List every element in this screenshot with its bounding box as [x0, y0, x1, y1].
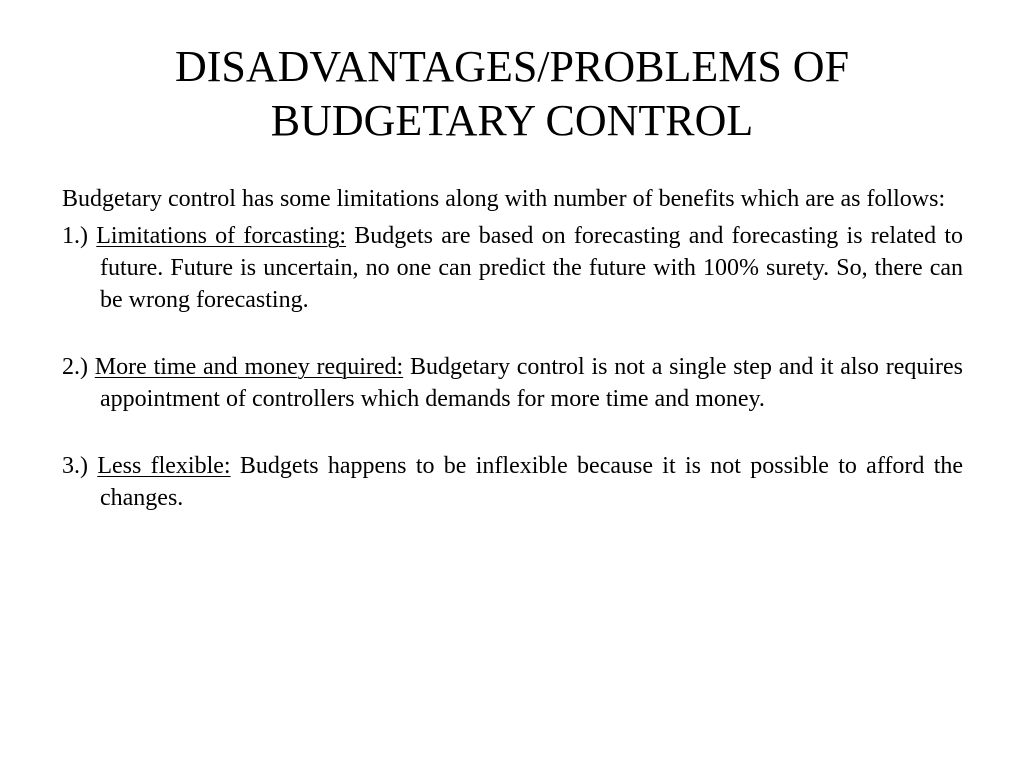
- slide-title: DISADVANTAGES/PROBLEMS OF BUDGETARY CONTROL: [174, 42, 850, 145]
- point-2-number: 2.): [62, 354, 88, 380]
- point-1-term: Limitations of forcasting:: [96, 223, 347, 249]
- intro-paragraph: Budgetary control has some limitations along with number of benefits which are as follows:: [62, 186, 946, 212]
- point-3-number: 3.): [62, 453, 88, 479]
- point-3-term: Less flexible:: [97, 453, 231, 479]
- point-2: [62, 351, 963, 415]
- point-3-text: Budgets happens to be inflexible because it is not possible to afford the changes.: [100, 453, 964, 511]
- point-2-term: More time and money required:: [94, 354, 404, 380]
- point-2-text: Budgetary control is not a single step and it also requires appointment of controllers which demands for more time and money.: [100, 354, 964, 412]
- point-3: [62, 450, 963, 514]
- point-1: [62, 220, 963, 316]
- point-1-text: Budgets are based on forecasting and forecasting is related to future. Future is uncertain, no one can predict the future with 100% surety. So, there can be wrong forecasting.: [100, 223, 963, 313]
- point-1-number: 1.): [62, 223, 88, 249]
- slide-body: [62, 183, 963, 519]
